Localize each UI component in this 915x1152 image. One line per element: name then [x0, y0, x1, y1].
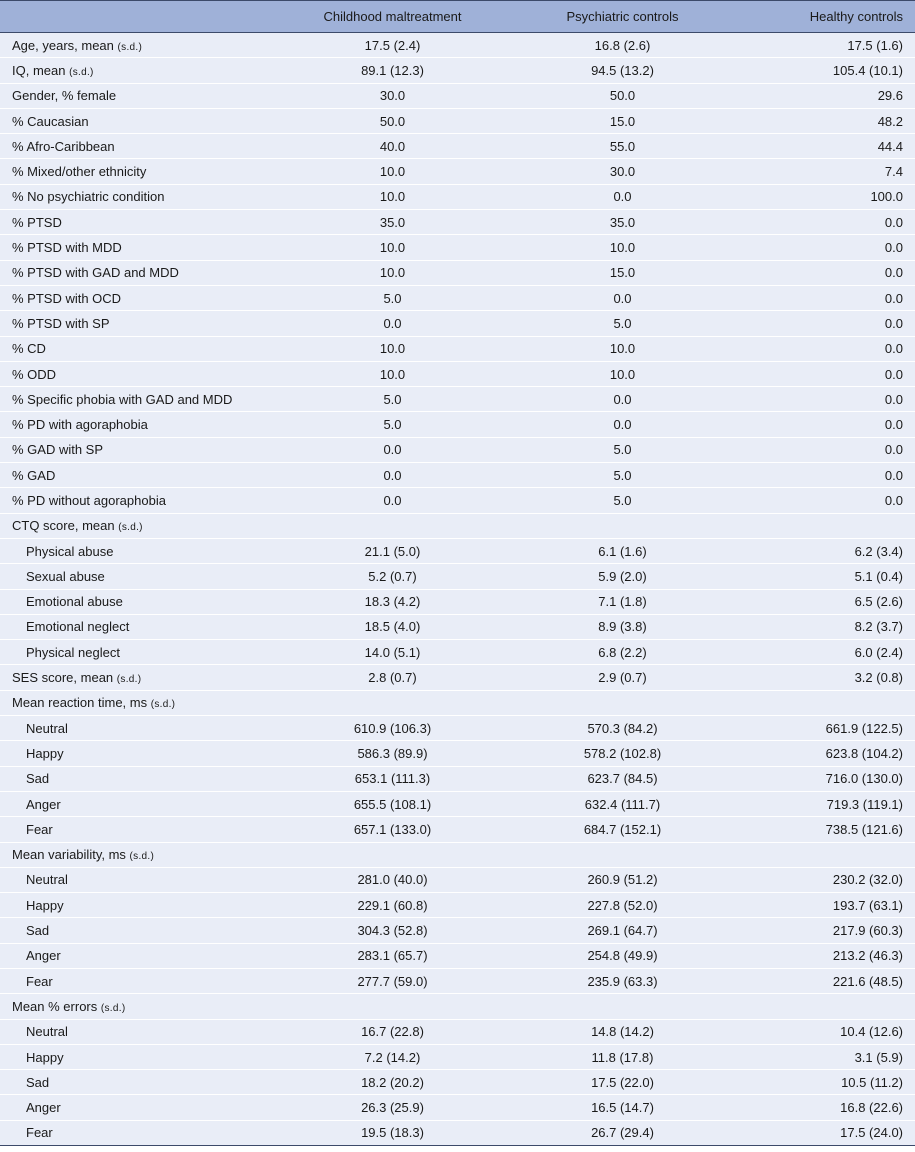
cell-healthy-controls: 17.5 (24.0): [740, 1120, 915, 1145]
cell-psychiatric-controls: 8.9 (3.8): [505, 614, 740, 639]
row-label-text: Sexual abuse: [26, 568, 105, 584]
table-row: [0, 791, 915, 816]
cell-psychiatric-controls: 10.0: [505, 361, 740, 386]
row-label-text: % GAD: [12, 467, 56, 483]
row-label: [0, 994, 280, 1019]
row-label-text: % PTSD: [12, 214, 62, 230]
cell-healthy-controls: 193.7 (63.1): [740, 893, 915, 918]
table-row: [0, 1070, 915, 1095]
cell-healthy-controls: 0.0: [740, 361, 915, 386]
cell-childhood-maltreatment: 10.0: [280, 336, 505, 361]
cell-childhood-maltreatment: 0.0: [280, 437, 505, 462]
cell-childhood-maltreatment: 18.2 (20.2): [280, 1070, 505, 1095]
table-row: [0, 336, 915, 361]
header-childhood-maltreatment: Childhood maltreatment: [280, 1, 505, 33]
cell-psychiatric-controls: 7.1 (1.8): [505, 589, 740, 614]
row-label-text: % CD: [12, 341, 46, 357]
row-label: [0, 943, 280, 968]
row-label: [0, 361, 280, 386]
row-label: [0, 437, 280, 462]
cell-healthy-controls: 16.8 (22.6): [740, 1095, 915, 1120]
cell-psychiatric-controls: 5.0: [505, 488, 740, 513]
cell-childhood-maltreatment: 30.0: [280, 83, 505, 108]
cell-healthy-controls: 3.1 (5.9): [740, 1044, 915, 1069]
table-row: [0, 741, 915, 766]
table-row: [0, 867, 915, 892]
row-label: [0, 387, 280, 412]
table-row: [0, 361, 915, 386]
row-label-text: % Mixed/other ethnicity: [12, 164, 147, 180]
row-label-text: Fear: [26, 973, 53, 989]
cell-healthy-controls: 661.9 (122.5): [740, 716, 915, 741]
cell-childhood-maltreatment: 2.8 (0.7): [280, 665, 505, 690]
row-label: [0, 58, 280, 83]
row-label: [0, 83, 280, 108]
cell-healthy-controls: 0.0: [740, 387, 915, 412]
row-label-text: Anger: [26, 796, 61, 812]
cell-psychiatric-controls: 26.7 (29.4): [505, 1120, 740, 1145]
table-row: [0, 766, 915, 791]
cell-psychiatric-controls: 5.0: [505, 311, 740, 336]
cell-psychiatric-controls: 16.5 (14.7): [505, 1095, 740, 1120]
cell-childhood-maltreatment: 586.3 (89.9): [280, 741, 505, 766]
cell-healthy-controls: [740, 513, 915, 538]
row-label: [0, 665, 280, 690]
cell-childhood-maltreatment: 10.0: [280, 159, 505, 184]
table-row: [0, 463, 915, 488]
cell-psychiatric-controls: 10.0: [505, 235, 740, 260]
table-row: [0, 994, 915, 1019]
header-empty: [0, 1, 280, 33]
row-label-text: Fear: [26, 1125, 53, 1141]
row-label-text: Emotional neglect: [26, 619, 130, 635]
cell-healthy-controls: 217.9 (60.3): [740, 918, 915, 943]
row-label-text: % Specific phobia with GAD and MDD: [12, 391, 233, 407]
cell-healthy-controls: 17.5 (1.6): [740, 33, 915, 58]
cell-healthy-controls: 6.5 (2.6): [740, 589, 915, 614]
cell-childhood-maltreatment: [280, 513, 505, 538]
row-label-text: Neutral: [26, 1024, 68, 1040]
cell-psychiatric-controls: 269.1 (64.7): [505, 918, 740, 943]
row-label: [0, 918, 280, 943]
cell-childhood-maltreatment: 16.7 (22.8): [280, 1019, 505, 1044]
cell-healthy-controls: 48.2: [740, 108, 915, 133]
row-label: [0, 867, 280, 892]
cell-childhood-maltreatment: 281.0 (40.0): [280, 867, 505, 892]
cell-childhood-maltreatment: 10.0: [280, 235, 505, 260]
row-label-text: Mean % errors: [12, 998, 98, 1014]
row-label: [0, 235, 280, 260]
cell-childhood-maltreatment: 5.0: [280, 412, 505, 437]
cell-childhood-maltreatment: 657.1 (133.0): [280, 817, 505, 842]
cell-psychiatric-controls: [505, 513, 740, 538]
row-label: [0, 159, 280, 184]
header-psychiatric-controls: Psychiatric controls: [505, 1, 740, 33]
cell-psychiatric-controls: 570.3 (84.2): [505, 716, 740, 741]
cell-healthy-controls: 738.5 (121.6): [740, 817, 915, 842]
cell-childhood-maltreatment: 35.0: [280, 210, 505, 235]
table-row: [0, 260, 915, 285]
row-label-text: Sad: [26, 1074, 50, 1090]
row-label: [0, 311, 280, 336]
table-header: [0, 1, 915, 33]
row-label-text: % ODD: [12, 366, 57, 382]
cell-childhood-maltreatment: 40.0: [280, 134, 505, 159]
cell-healthy-controls: 230.2 (32.0): [740, 867, 915, 892]
row-label: [0, 1019, 280, 1044]
cell-childhood-maltreatment: 304.3 (52.8): [280, 918, 505, 943]
cell-healthy-controls: [740, 842, 915, 867]
row-label-text: Anger: [26, 1100, 61, 1116]
table-row: [0, 412, 915, 437]
row-label-text: Happy: [26, 897, 64, 913]
table-row: [0, 943, 915, 968]
cell-childhood-maltreatment: [280, 994, 505, 1019]
header-row: [0, 1, 915, 33]
cell-childhood-maltreatment: 283.1 (65.7): [280, 943, 505, 968]
cell-healthy-controls: 44.4: [740, 134, 915, 159]
row-label-text: % GAD with SP: [12, 442, 104, 458]
cell-healthy-controls: 8.2 (3.7): [740, 614, 915, 639]
row-label-text: Age, years, mean: [12, 37, 114, 53]
cell-psychiatric-controls: 17.5 (22.0): [505, 1070, 740, 1095]
cell-psychiatric-controls: 632.4 (111.7): [505, 791, 740, 816]
cell-childhood-maltreatment: 655.5 (108.1): [280, 791, 505, 816]
row-label-text: % PD with agoraphobia: [12, 417, 148, 433]
cell-healthy-controls: 221.6 (48.5): [740, 968, 915, 993]
cell-psychiatric-controls: 15.0: [505, 260, 740, 285]
row-label-text: Happy: [26, 1049, 64, 1065]
row-label: [0, 716, 280, 741]
cell-childhood-maltreatment: 19.5 (18.3): [280, 1120, 505, 1145]
row-label-text: % Caucasian: [12, 113, 89, 129]
cell-childhood-maltreatment: 610.9 (106.3): [280, 716, 505, 741]
table-row: [0, 33, 915, 58]
cell-childhood-maltreatment: 26.3 (25.9): [280, 1095, 505, 1120]
table-row: [0, 564, 915, 589]
row-label: [0, 1070, 280, 1095]
table-row: [0, 513, 915, 538]
table-row: [0, 134, 915, 159]
row-label-text: Neutral: [26, 720, 68, 736]
table-row: [0, 437, 915, 462]
cell-psychiatric-controls: 0.0: [505, 184, 740, 209]
sd-note: (s.d.): [150, 699, 176, 711]
row-label: [0, 134, 280, 159]
row-label-text: SES score, mean: [12, 670, 114, 686]
cell-childhood-maltreatment: 229.1 (60.8): [280, 893, 505, 918]
cell-psychiatric-controls: 260.9 (51.2): [505, 867, 740, 892]
cell-psychiatric-controls: 11.8 (17.8): [505, 1044, 740, 1069]
table-row: [0, 665, 915, 690]
row-label-text: Anger: [26, 948, 61, 964]
row-label-text: % PTSD with OCD: [12, 290, 122, 306]
row-label: [0, 488, 280, 513]
cell-psychiatric-controls: 684.7 (152.1): [505, 817, 740, 842]
cell-psychiatric-controls: 16.8 (2.6): [505, 33, 740, 58]
cell-healthy-controls: 100.0: [740, 184, 915, 209]
cell-psychiatric-controls: 6.1 (1.6): [505, 538, 740, 563]
cell-psychiatric-controls: 5.9 (2.0): [505, 564, 740, 589]
row-label: [0, 463, 280, 488]
cell-childhood-maltreatment: 18.5 (4.0): [280, 614, 505, 639]
row-label: [0, 842, 280, 867]
cell-psychiatric-controls: 0.0: [505, 387, 740, 412]
cell-healthy-controls: 623.8 (104.2): [740, 741, 915, 766]
cell-childhood-maltreatment: 0.0: [280, 488, 505, 513]
sd-note: (s.d.): [69, 66, 94, 78]
table-body: [0, 33, 915, 1146]
cell-healthy-controls: 0.0: [740, 437, 915, 462]
row-label: [0, 589, 280, 614]
row-label-text: Fear: [26, 821, 53, 837]
cell-psychiatric-controls: 55.0: [505, 134, 740, 159]
cell-psychiatric-controls: [505, 690, 740, 715]
cell-healthy-controls: 6.0 (2.4): [740, 640, 915, 665]
row-label-text: % PD without agoraphobia: [12, 492, 166, 508]
cell-healthy-controls: 0.0: [740, 260, 915, 285]
cell-childhood-maltreatment: 10.0: [280, 361, 505, 386]
row-label-text: CTQ score, mean: [12, 518, 115, 534]
cell-childhood-maltreatment: 5.2 (0.7): [280, 564, 505, 589]
table-row: [0, 968, 915, 993]
cell-healthy-controls: 0.0: [740, 311, 915, 336]
cell-psychiatric-controls: 14.8 (14.2): [505, 1019, 740, 1044]
table-row: [0, 1095, 915, 1120]
sd-note: (s.d.): [118, 522, 143, 534]
cell-childhood-maltreatment: 21.1 (5.0): [280, 538, 505, 563]
row-label-text: Happy: [26, 745, 64, 761]
cell-psychiatric-controls: 50.0: [505, 83, 740, 108]
cell-childhood-maltreatment: 17.5 (2.4): [280, 33, 505, 58]
cell-psychiatric-controls: 2.9 (0.7): [505, 665, 740, 690]
cell-healthy-controls: 0.0: [740, 235, 915, 260]
cell-psychiatric-controls: 235.9 (63.3): [505, 968, 740, 993]
row-label-text: % PTSD with GAD and MDD: [12, 265, 179, 281]
row-label-text: Physical neglect: [26, 644, 120, 660]
cell-healthy-controls: 10.4 (12.6): [740, 1019, 915, 1044]
table-row: [0, 716, 915, 741]
cell-healthy-controls: 29.6: [740, 83, 915, 108]
cell-healthy-controls: 0.0: [740, 412, 915, 437]
row-label: [0, 1095, 280, 1120]
table-row: [0, 108, 915, 133]
table-row: [0, 387, 915, 412]
table-row: [0, 817, 915, 842]
table-row: [0, 1120, 915, 1145]
table-row: [0, 842, 915, 867]
cell-psychiatric-controls: 578.2 (102.8): [505, 741, 740, 766]
cell-healthy-controls: 0.0: [740, 488, 915, 513]
cell-healthy-controls: 5.1 (0.4): [740, 564, 915, 589]
cell-psychiatric-controls: 15.0: [505, 108, 740, 133]
row-label-text: IQ, mean: [12, 62, 66, 78]
cell-childhood-maltreatment: [280, 842, 505, 867]
sd-note: (s.d.): [100, 1002, 126, 1014]
row-label: [0, 968, 280, 993]
cell-childhood-maltreatment: 0.0: [280, 463, 505, 488]
sd-note: (s.d.): [116, 674, 142, 686]
sd-note: (s.d.): [129, 851, 155, 863]
cell-childhood-maltreatment: 5.0: [280, 387, 505, 412]
header-healthy-controls: Healthy controls: [740, 1, 915, 33]
cell-psychiatric-controls: 0.0: [505, 285, 740, 310]
table-row: [0, 159, 915, 184]
row-label: [0, 817, 280, 842]
cell-childhood-maltreatment: 10.0: [280, 184, 505, 209]
cell-psychiatric-controls: 623.7 (84.5): [505, 766, 740, 791]
table-row: [0, 83, 915, 108]
row-label: [0, 184, 280, 209]
row-label: [0, 640, 280, 665]
row-label: [0, 893, 280, 918]
cell-healthy-controls: [740, 690, 915, 715]
cell-healthy-controls: 6.2 (3.4): [740, 538, 915, 563]
cell-healthy-controls: 0.0: [740, 463, 915, 488]
cell-healthy-controls: 719.3 (119.1): [740, 791, 915, 816]
cell-psychiatric-controls: 5.0: [505, 463, 740, 488]
cell-childhood-maltreatment: [280, 690, 505, 715]
row-label: [0, 1044, 280, 1069]
row-label: [0, 33, 280, 58]
row-label-text: % PTSD with SP: [12, 315, 110, 331]
row-label: [0, 210, 280, 235]
table-row: [0, 235, 915, 260]
table-row: [0, 918, 915, 943]
row-label: [0, 766, 280, 791]
row-label: [0, 791, 280, 816]
row-label: [0, 412, 280, 437]
table-row: [0, 893, 915, 918]
row-label: [0, 513, 280, 538]
cell-healthy-controls: 0.0: [740, 285, 915, 310]
cell-psychiatric-controls: 5.0: [505, 437, 740, 462]
cell-psychiatric-controls: 94.5 (13.2): [505, 58, 740, 83]
row-label-text: % PTSD with MDD: [12, 240, 122, 256]
cell-psychiatric-controls: 227.8 (52.0): [505, 893, 740, 918]
row-label-text: Gender, % female: [12, 88, 117, 104]
table-row: [0, 589, 915, 614]
row-label: [0, 336, 280, 361]
cell-childhood-maltreatment: 10.0: [280, 260, 505, 285]
cell-healthy-controls: 105.4 (10.1): [740, 58, 915, 83]
cell-psychiatric-controls: 6.8 (2.2): [505, 640, 740, 665]
cell-healthy-controls: 0.0: [740, 210, 915, 235]
cell-psychiatric-controls: 30.0: [505, 159, 740, 184]
row-label: [0, 741, 280, 766]
cell-psychiatric-controls: 0.0: [505, 412, 740, 437]
row-label: [0, 564, 280, 589]
cell-childhood-maltreatment: 50.0: [280, 108, 505, 133]
row-label-text: Mean variability, ms: [12, 847, 126, 863]
row-label-text: % Afro-Caribbean: [12, 138, 115, 154]
row-label: [0, 690, 280, 715]
table-row: [0, 285, 915, 310]
cell-childhood-maltreatment: 0.0: [280, 311, 505, 336]
cell-childhood-maltreatment: 18.3 (4.2): [280, 589, 505, 614]
cell-healthy-controls: 10.5 (11.2): [740, 1070, 915, 1095]
cell-healthy-controls: 0.0: [740, 336, 915, 361]
cell-childhood-maltreatment: 653.1 (111.3): [280, 766, 505, 791]
table-row: [0, 1019, 915, 1044]
table-row: [0, 614, 915, 639]
row-label: [0, 1120, 280, 1145]
cell-childhood-maltreatment: 7.2 (14.2): [280, 1044, 505, 1069]
row-label-text: Emotional abuse: [26, 594, 123, 610]
cell-healthy-controls: 7.4: [740, 159, 915, 184]
table-row: [0, 58, 915, 83]
table-row: [0, 488, 915, 513]
table-row: [0, 640, 915, 665]
row-label-text: Mean reaction time, ms: [12, 695, 148, 711]
table-row: [0, 1044, 915, 1069]
row-label-text: Physical abuse: [26, 543, 114, 559]
table-row: [0, 184, 915, 209]
cell-psychiatric-controls: [505, 842, 740, 867]
row-label-text: % No psychiatric condition: [12, 189, 165, 205]
row-label: [0, 538, 280, 563]
cell-psychiatric-controls: 254.8 (49.9): [505, 943, 740, 968]
cell-healthy-controls: 716.0 (130.0): [740, 766, 915, 791]
sd-note: (s.d.): [117, 41, 143, 53]
table-row: [0, 538, 915, 563]
table-row: [0, 210, 915, 235]
cell-psychiatric-controls: 10.0: [505, 336, 740, 361]
table-row: [0, 311, 915, 336]
cell-healthy-controls: [740, 994, 915, 1019]
cell-healthy-controls: 213.2 (46.3): [740, 943, 915, 968]
cell-psychiatric-controls: [505, 994, 740, 1019]
cell-childhood-maltreatment: 14.0 (5.1): [280, 640, 505, 665]
row-label-text: Sad: [26, 923, 50, 939]
cell-childhood-maltreatment: 5.0: [280, 285, 505, 310]
table-row: [0, 690, 915, 715]
row-label-text: Sad: [26, 771, 50, 787]
cell-childhood-maltreatment: 277.7 (59.0): [280, 968, 505, 993]
row-label: [0, 614, 280, 639]
row-label: [0, 285, 280, 310]
cell-healthy-controls: 3.2 (0.8): [740, 665, 915, 690]
cell-psychiatric-controls: 35.0: [505, 210, 740, 235]
row-label: [0, 260, 280, 285]
row-label: [0, 108, 280, 133]
row-label-text: Neutral: [26, 872, 68, 888]
cell-childhood-maltreatment: 89.1 (12.3): [280, 58, 505, 83]
